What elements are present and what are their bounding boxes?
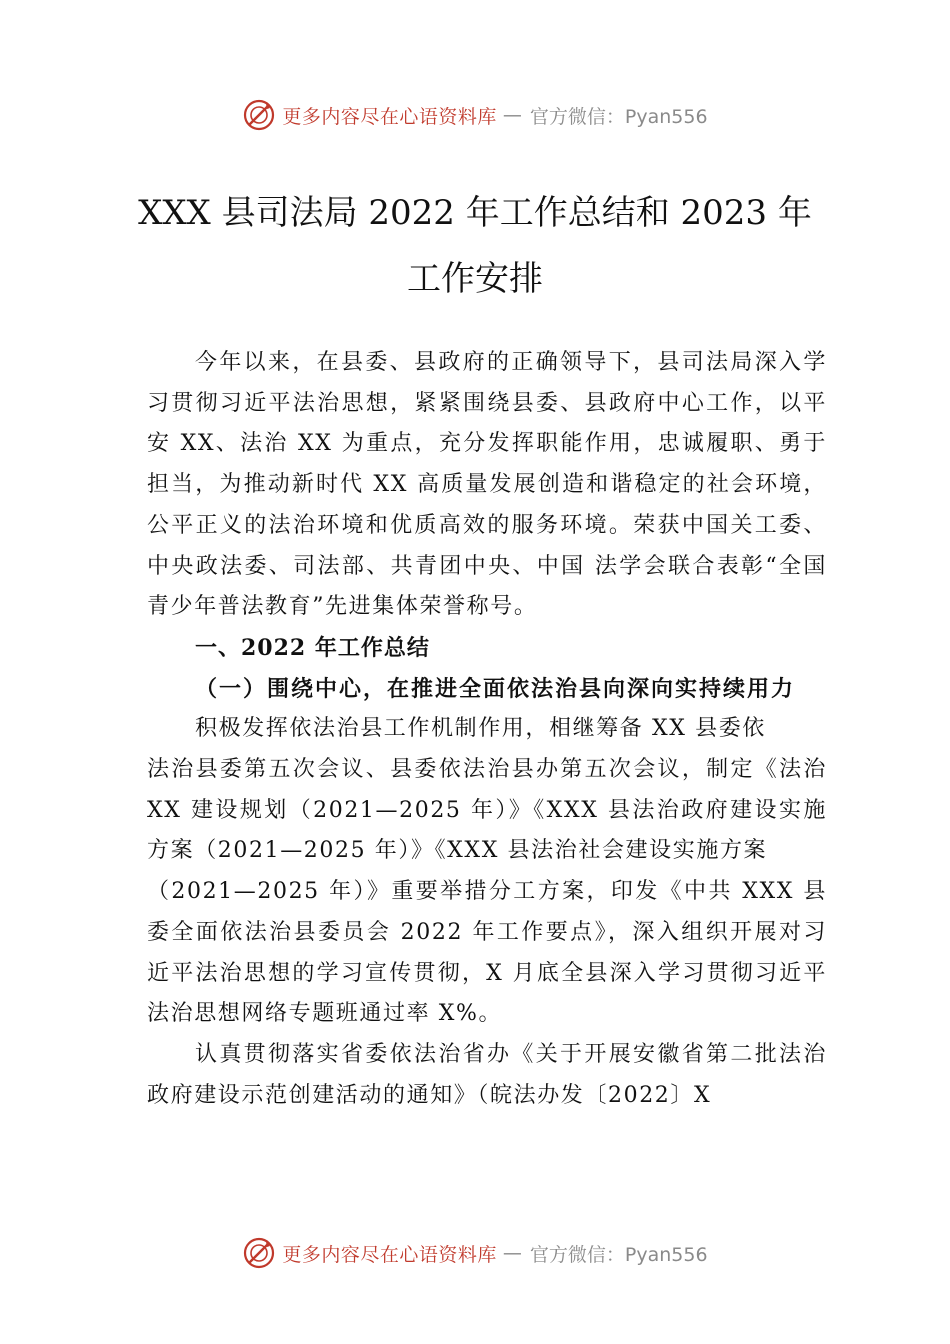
header-watermark [0, 95, 950, 135]
paragraph-1-tail: （2021—2025 年）》重要举措分工方案，印发《中共 XXX 县委全面依法治县委员会 2022 年工作要点》，深入组织开展对习近平法治思想的学习宣传贯彻，X 月底全县深入学习贯彻习近平法治思想网络专题班通过率 X%。 [147, 879, 827, 1027]
intro-paragraph: 今年以来，在县委、县政府的正确领导下，县司法局深入学习贯彻习近平法治思想，紧紧围绕县委、县政府中心工作，以平安 XX、法治 XX 为重点，充分发挥职能作用，忠诚履职、勇于担当，为推动新时代 XX 高质量发展创造和谐稳定的社会环境，公平正义的法治环境和优质高效的服务环境。荣获中国关工委、中央政法委、司法部、共青团中央、中国 法学会联合表彰“全国青少年普法教育”先进集体荣誉称号。 [147, 350, 827, 620]
paragraph-1 [147, 709, 827, 1035]
watermark-wechat-text: 官方微信：Pyan556 [529, 105, 708, 128]
subsection-heading-1: （一）围绕中心，在推进全面依法治县向深向实持续用力 [195, 675, 796, 702]
brand-logo-icon [242, 98, 276, 132]
title-line-2: 工作安排 [407, 259, 543, 299]
paragraph-1-first-line: 积极发挥依法治县工作机制作用，相继筹备 XX 县委依 [195, 716, 766, 742]
watermark-brand-text: 更多内容尽在心语资料库 [282, 1243, 497, 1266]
document-title [0, 180, 950, 312]
title-line-1: XXX 县司法局 2022 年工作总结和 2023 年 [138, 193, 812, 233]
document-body [147, 343, 827, 1116]
paragraph-2: 认真贯彻落实省委依法治省办《关于开展安徽省第二批法治政府建设示范创建活动的通知》（皖法办发〔2022〕X [147, 1041, 827, 1108]
watermark-wechat-text: 官方微信：Pyan556 [529, 1243, 708, 1266]
paragraph-1-body: 法治县委第五次会议、县委依法治县办第五次会议，制定《法治 XX 建设规划（2021—2025 年）》《XXX 县法治政府建设实施方案（2021—2025 年）》《XXX 县法治社会建设实施方案 [147, 757, 827, 864]
footer-watermark [0, 1233, 950, 1273]
section-heading-1: 一、2022 年工作总结 [195, 634, 430, 661]
watermark-separator: — [502, 1242, 524, 1264]
watermark-brand-text: 更多内容尽在心语资料库 [282, 105, 497, 128]
brand-logo-icon [242, 1236, 276, 1270]
watermark-separator: — [502, 104, 524, 126]
